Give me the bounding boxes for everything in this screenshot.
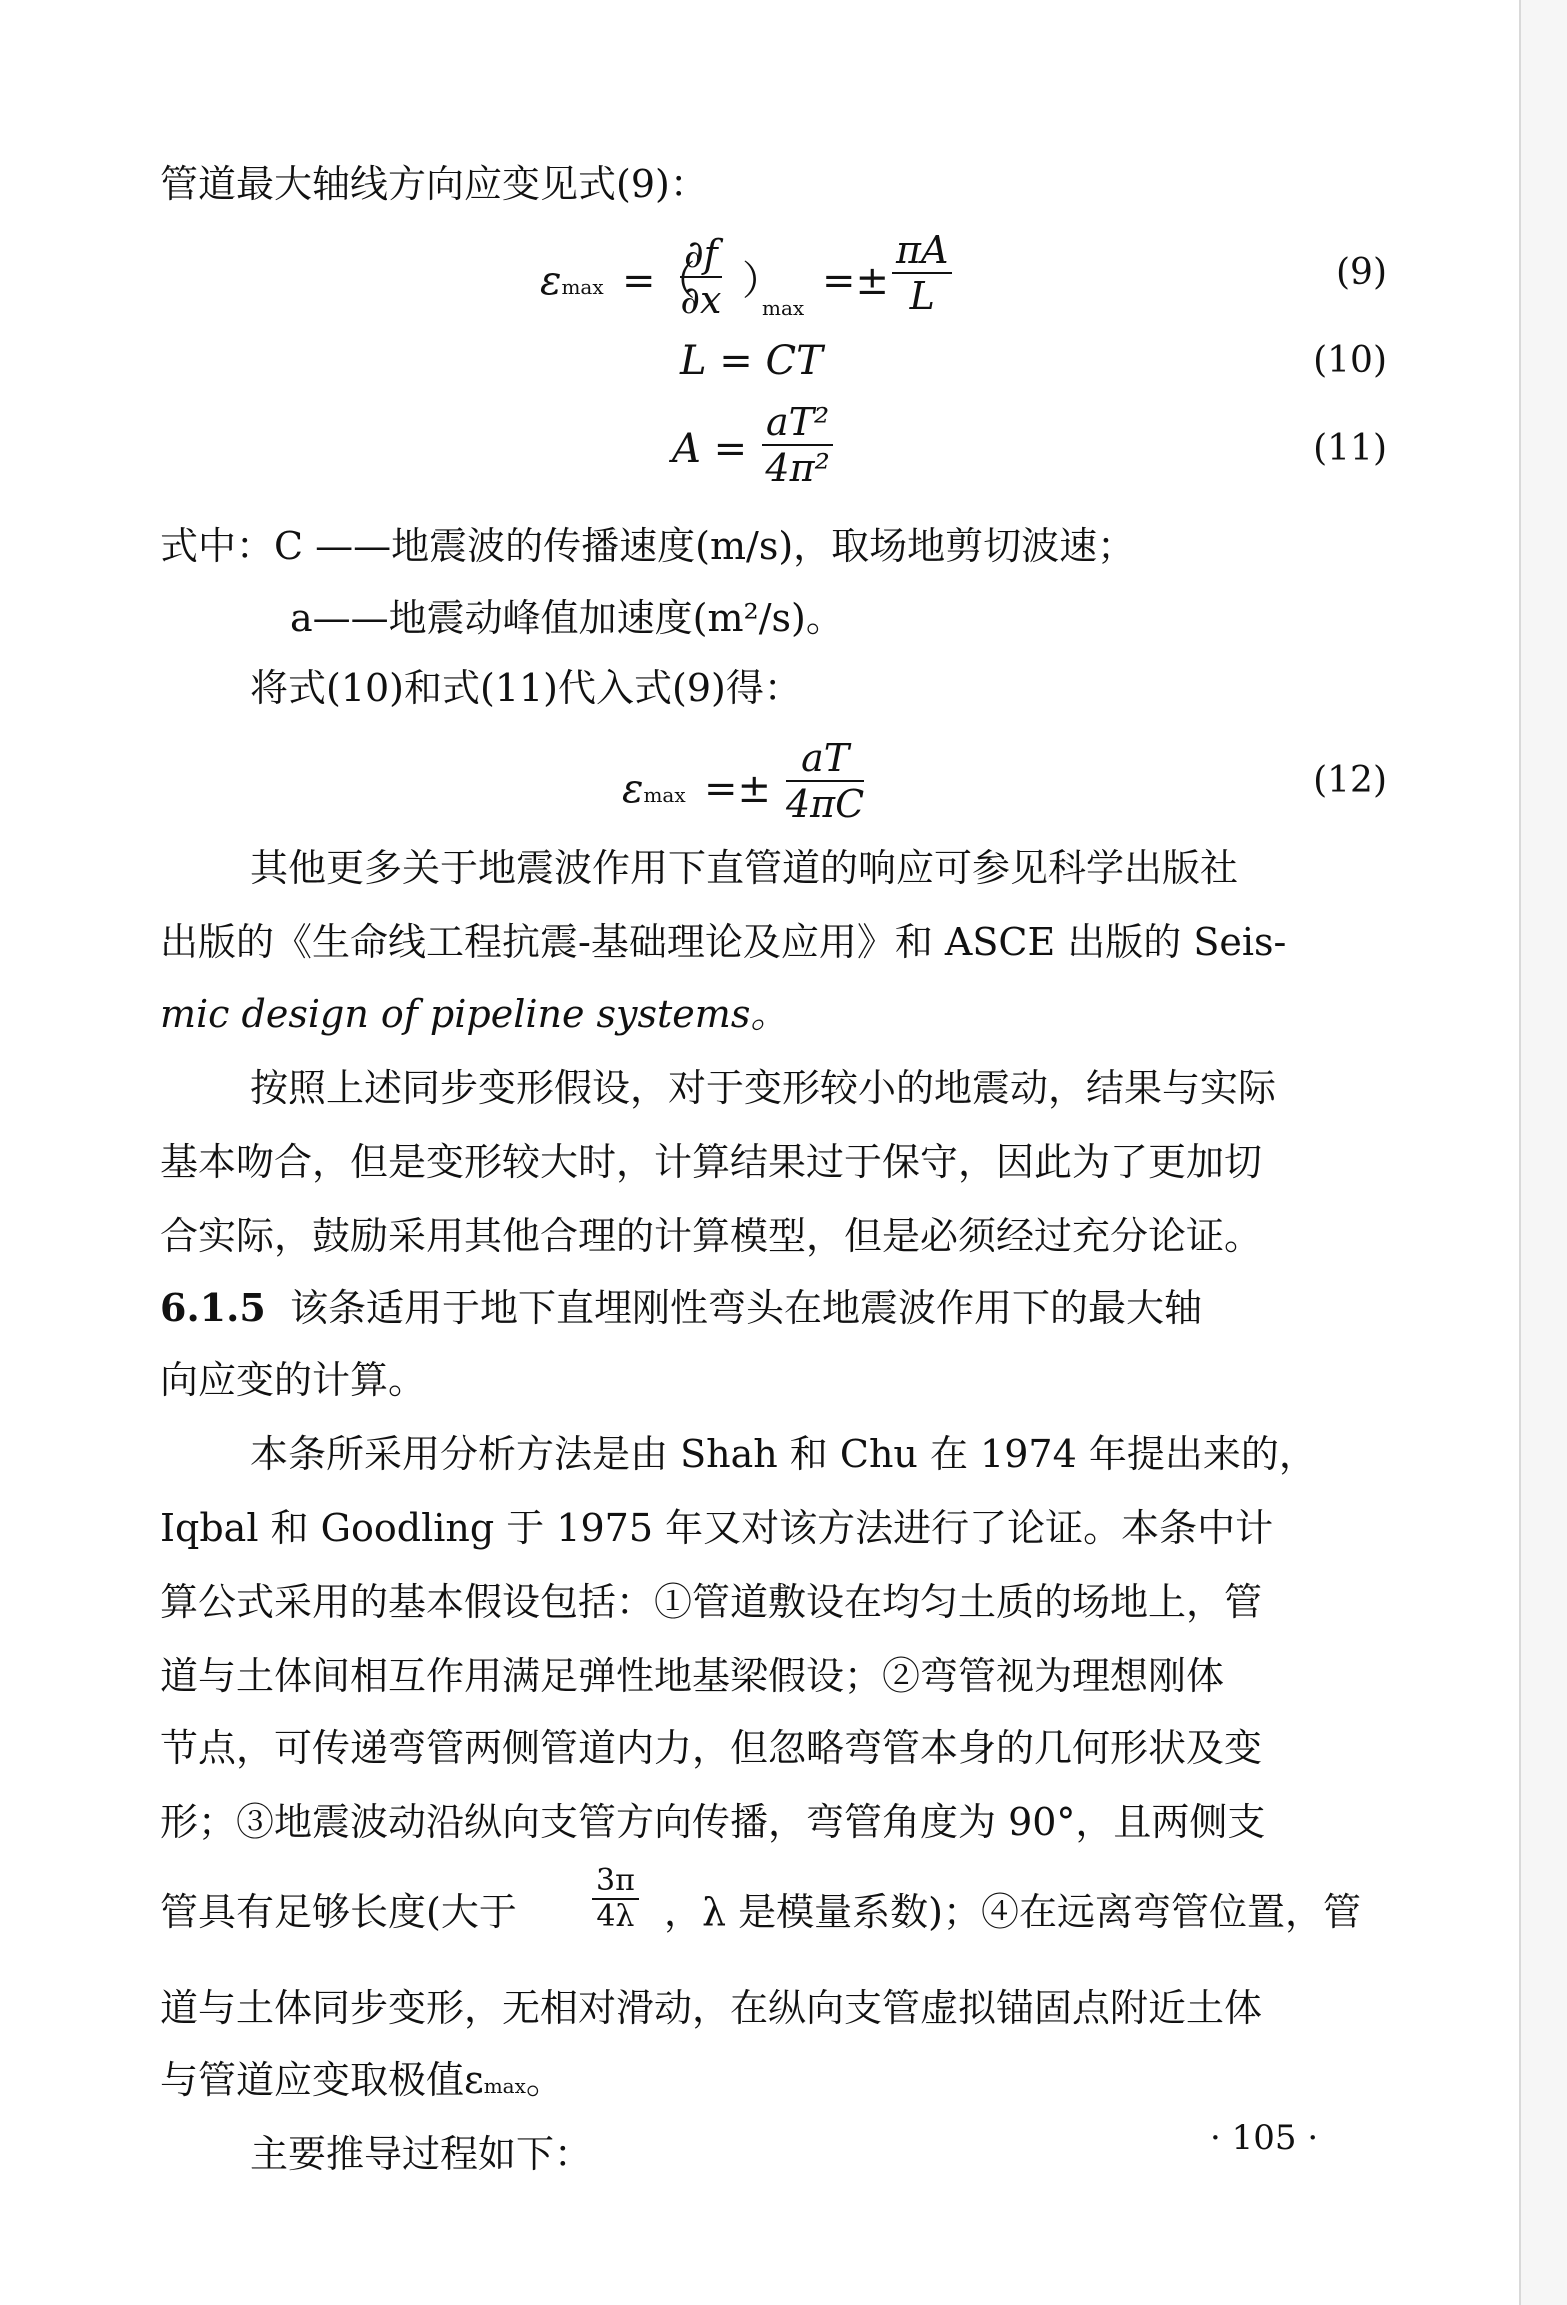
eq9-sub-max: max	[762, 296, 805, 320]
paragraph-3-line-6: 形；③地震波动沿纵向支管方向传播，弯管角度为 90°，且两侧支	[160, 1800, 1266, 1844]
page-number: · 105 ·	[1210, 2118, 1319, 2158]
page-edge	[1519, 0, 1567, 2305]
eq11-lhs: A =	[672, 426, 748, 472]
section-6-1-5-line-2: 向应变的计算。	[160, 1358, 427, 1402]
paragraph-2-line-3: 合实际，鼓励采用其他合理的计算模型，但是必须经过充分论证。	[160, 1214, 1263, 1258]
eq9-number: (9)	[1336, 252, 1387, 293]
eq9-pm: =±	[822, 258, 890, 304]
substitution-text: 将式(10)和式(11)代入式(9)得：	[250, 666, 802, 710]
section-number: 6.1.5	[160, 1285, 266, 1330]
section-6-1-5-line-1: 6.1.5 该条适用于地下直埋刚性弯头在地震波作用下的最大轴	[160, 1285, 1202, 1330]
eq9-open: =（	[622, 258, 696, 304]
eq9-derivative: $\frac{\partial f}{\partial x}$	[680, 232, 722, 322]
inline-fraction: $\frac{3\pi}{4\lambda}$	[592, 1864, 639, 1934]
paragraph-3-line-8: 道与土体同步变形，无相对滑动，在纵向支管虚拟锚固点附近土体	[160, 1986, 1263, 2030]
eq12-pm: =±	[704, 766, 772, 812]
eq10-number: (10)	[1313, 340, 1387, 381]
eq12-number: (12)	[1313, 760, 1387, 801]
paragraph-4: 主要推导过程如下：	[250, 2132, 593, 2176]
paragraph-3-line-3: 算公式采用的基本假设包括：①管道敷设在均匀土质的场地上，管	[160, 1580, 1263, 1624]
paragraph-3-line-9: 与管道应变取极值εmax。	[160, 2058, 564, 2102]
where-line-1: 式中：C ——地震波的传播速度(m/s)，取场地剪切波速；	[160, 524, 1136, 568]
paragraph-3-line-4: 道与土体间相互作用满足弹性地基梁假设；②弯管视为理想刚体	[160, 1654, 1225, 1698]
eq9-lhs: εmax	[540, 258, 604, 304]
paragraph-1-line-2: 出版的《生命线工程抗震-基础理论及应用》和 ASCE 出版的 Seis-	[160, 920, 1287, 964]
paragraph-1-line-1: 其他更多关于地震波作用下直管道的响应可参见科学出版社	[250, 846, 1239, 890]
eq11-number: (11)	[1313, 428, 1387, 469]
paragraph-3-line-2: Iqbal 和 Goodling 于 1975 年又对该方法进行了论证。本条中计	[160, 1506, 1274, 1550]
paragraph-2-line-2: 基本吻合，但是变形较大时，计算结果过于保守，因此为了更加切	[160, 1140, 1263, 1184]
where-line-2: a——地震动峰值加速度(m²/s)。	[290, 596, 844, 640]
paragraph-3-line-5: 节点，可传递弯管两侧管道内力，但忽略弯管本身的几何形状及变	[160, 1726, 1263, 1770]
eq12-lhs: εmax	[622, 766, 686, 812]
eq9-fraction: $\frac{\pi A}{L}$	[892, 228, 952, 318]
paragraph-2-line-1: 按照上述同步变形假设，对于变形较小的地震动，结果与实际	[250, 1066, 1277, 1110]
eq11-fraction: $\frac{\text{aT²}}{\text{4π²}}$	[762, 400, 833, 490]
paragraph-3-line-1: 本条所采用分析方法是由 Shah 和 Chu 在 1974 年提出来的，	[250, 1432, 1317, 1476]
eq9-close: ）	[742, 258, 782, 304]
intro-text: 管道最大轴线方向应变见式(9)：	[160, 162, 708, 206]
eq12-fraction: $\frac{aT}{4\pi C}$	[786, 736, 865, 826]
equation-10: L = CT	[680, 338, 823, 384]
paragraph-1-line-3: mic design of pipeline systems。	[160, 992, 789, 1036]
